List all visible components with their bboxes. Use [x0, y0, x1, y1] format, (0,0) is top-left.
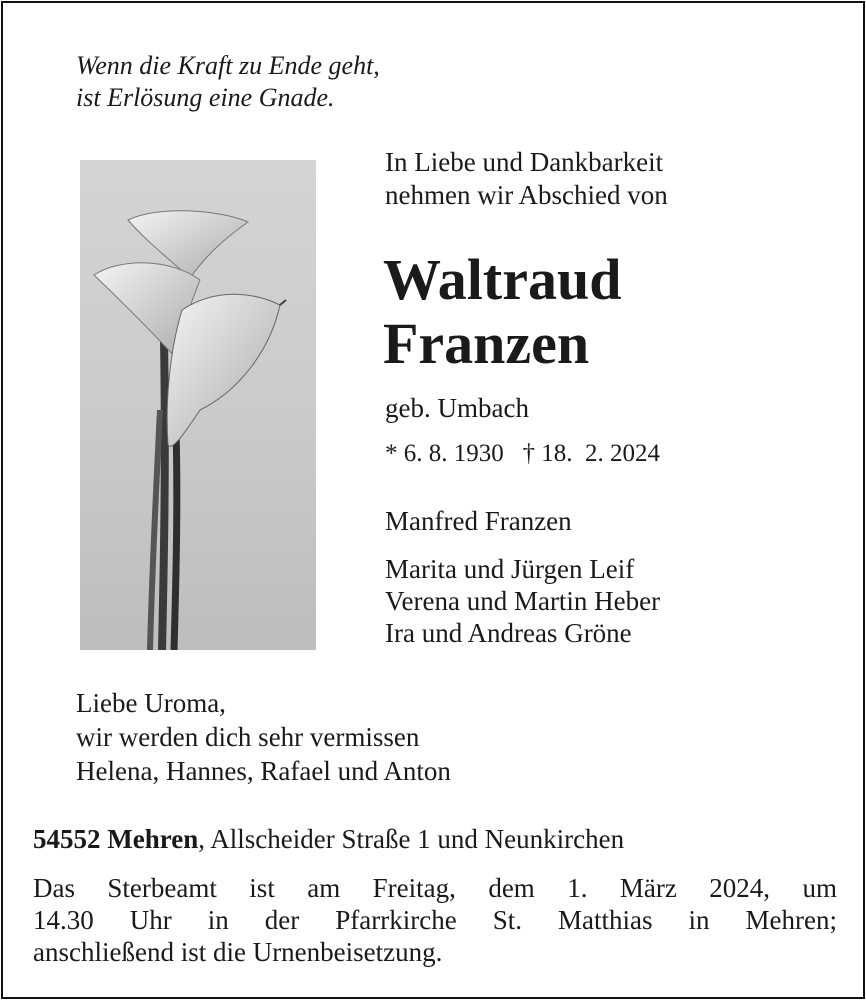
death-date: † 18. 2. 2024 — [522, 440, 660, 467]
uroma-line-2: wir werden dich sehr vermissen — [76, 722, 420, 752]
mourner-primary: Manfred Franzen — [385, 506, 572, 536]
service-line-1: Das Sterbeamt ist am Freitag, dem 1. März 2024, um — [33, 873, 837, 903]
address-place: 54552 Mehren — [33, 824, 199, 854]
motto-line-1: Wenn die Kraft zu Ende geht, — [76, 51, 380, 80]
mourner-item: Marita und Jürgen Leif — [385, 554, 635, 584]
mourner-item: Ira und Andreas Gröne — [385, 618, 632, 648]
life-dates — [385, 437, 660, 470]
service-notice — [33, 872, 837, 968]
intro-text — [385, 146, 668, 212]
intro-line-1: In Liebe und Dankbarkeit — [385, 147, 664, 177]
maiden-name: geb. Umbach — [385, 393, 529, 423]
motto-line-2: ist Erlösung eine Gnade. — [76, 83, 335, 112]
last-name: Franzen — [383, 311, 590, 376]
service-line-3: anschließend ist die Urnenbeisetzung. — [33, 937, 443, 967]
address-rest: , Allscheider Straße 1 und Neunkirchen — [198, 824, 625, 854]
uroma-line-1: Liebe Uroma, — [76, 688, 226, 718]
calla-lily-photo — [80, 160, 316, 650]
intro-line-2: nehmen wir Abschied von — [385, 180, 668, 210]
mourner-item: Verena und Martin Heber — [385, 586, 661, 616]
address — [33, 822, 624, 856]
motto — [76, 50, 380, 114]
first-name: Waltraud — [383, 247, 622, 312]
calla-lily-icon — [80, 160, 316, 650]
great-grandchildren-message — [76, 686, 451, 788]
birth-date: * 6. 8. 1930 — [385, 440, 504, 467]
mourner-list — [385, 553, 660, 649]
deceased-name — [383, 248, 622, 376]
uroma-line-3: Helena, Hannes, Rafael und Anton — [76, 756, 451, 786]
service-line-2: 14.30 Uhr in der Pfarrkirche St. Matthias in Mehren; — [33, 905, 837, 935]
